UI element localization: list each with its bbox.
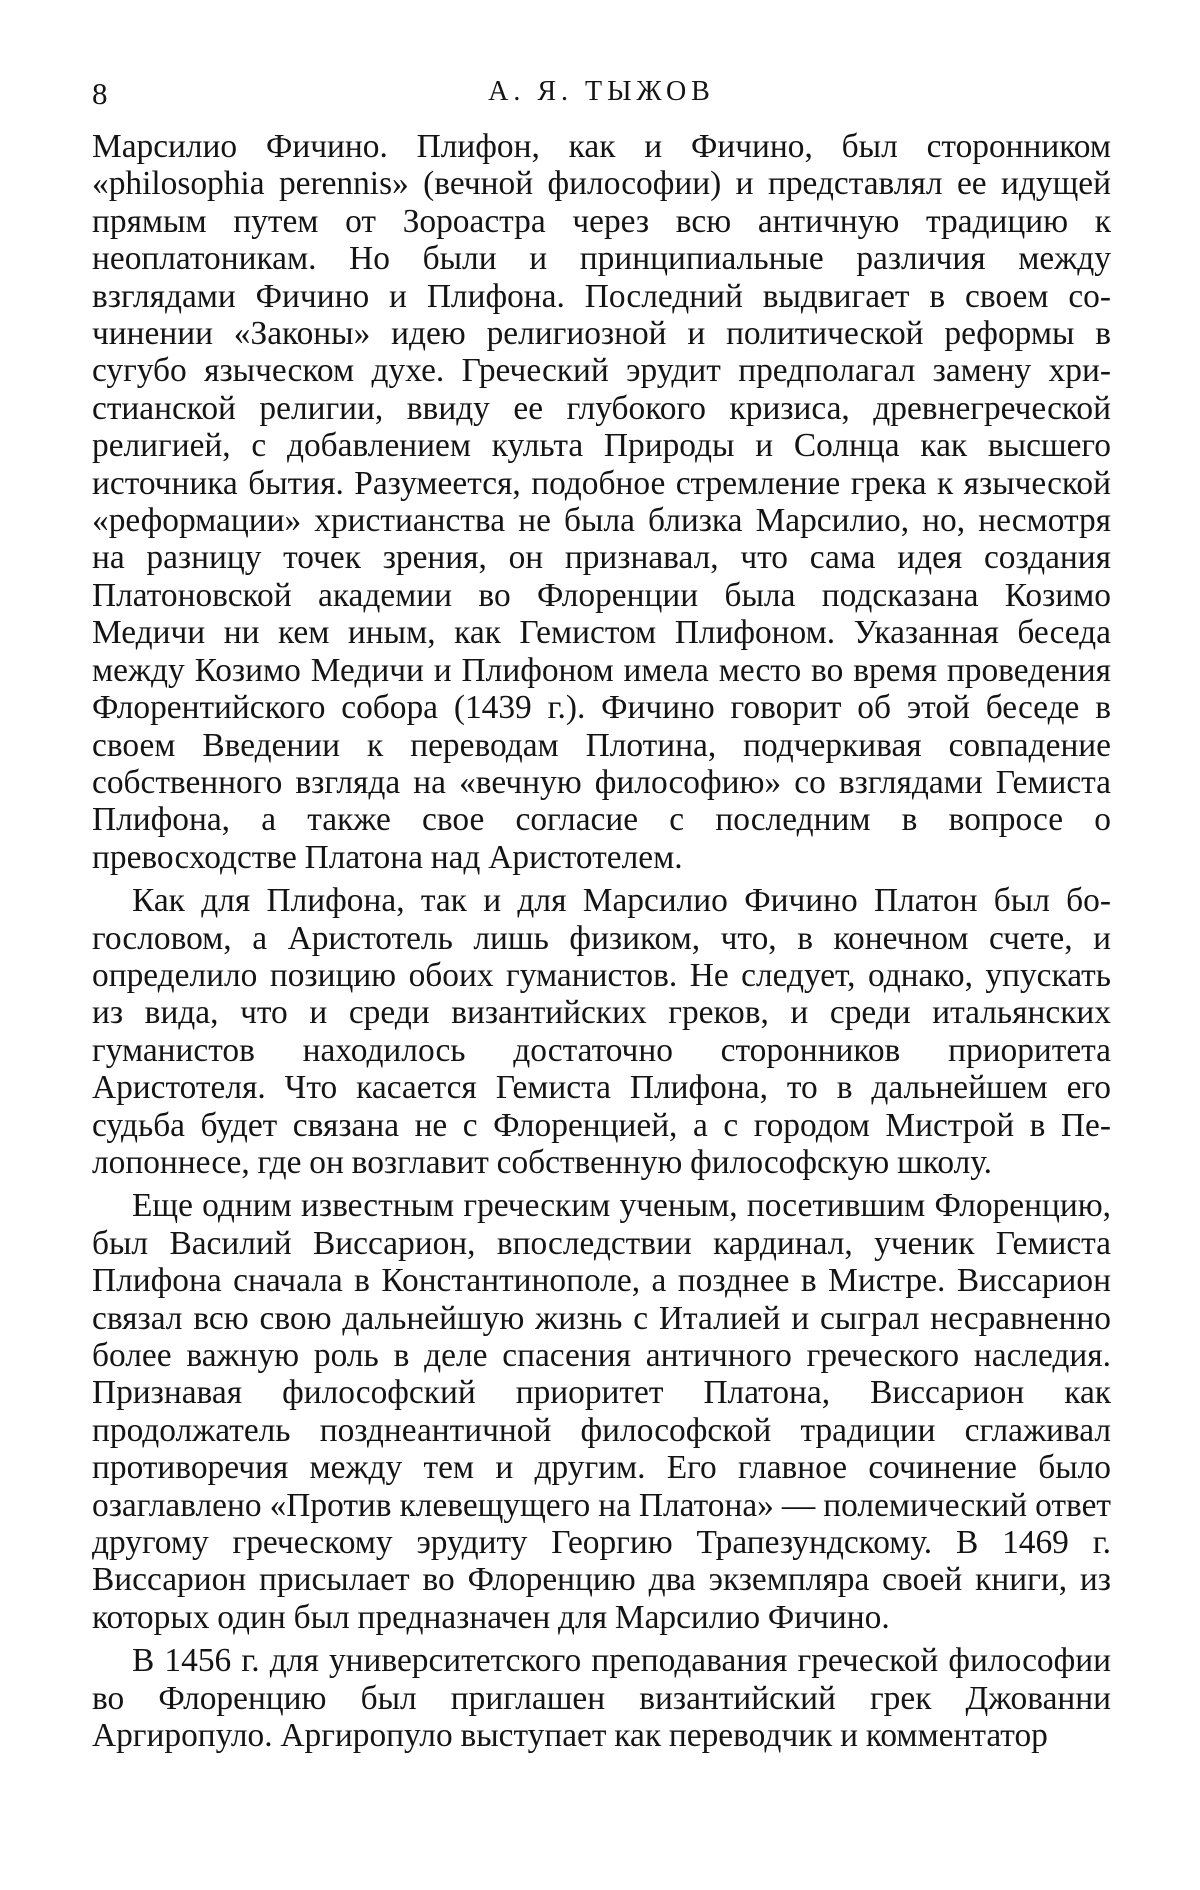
body-text	[92, 128, 1111, 1754]
paragraph-4: В 1456 г. для университетского преподавания греческой философии во Флоренцию был приглашен византийский грек Джованни Аргиропуло. Аргиропуло выступает как переводчик и комментатор	[92, 1642, 1111, 1755]
paragraph-2: Как для Плифона, так и для Марсилио Фичино Платон был богословом, а Аристотель лишь физиком, что, в конечном счете, и определило позицию обоих гуманистов. Не следует, однако, упускать из вида, что и среди византийских греков, и среди итальянских гуманистов находилось достаточно сторонников приоритета Аристотеля. Что касается Гемиста Плифона, то в дальнейшем его судьба будет связана не с Флоренцией, а с городом Мистрой в Пелопоннесе, где он возглавит собственную философскую школу.	[92, 882, 1111, 1181]
author-running-head: А. Я. ТЫЖОВ	[488, 76, 715, 107]
page-number: 8	[92, 76, 108, 111]
paragraph-3: Еще одним известным греческим ученым, посетившим Флоренцию, был Василий Виссарион, впоследствии кардинал, ученик Гемиста Плифона сначала в Константинополе, а позднее в Мистре. Виссарион связал всю свою дальнейшую жизнь с Италией и сыграл несравненно более важную роль в деле спасения античного греческого наследия. Признавая философский приоритет Платона, Виссарион как продолжатель позднеантичной философской традиции сглаживал противоречия между тем и другим. Его главное сочинение было озаглавлено «Против клевещущего на Платона» — полемический ответ другому греческому эрудиту Георгию Трапезундскому. В 1469 г. Виссарион присылает во Флоренцию два экземпляра своей книги, из которых один был предназначен для Марсилио Фичино.	[92, 1187, 1111, 1636]
paragraph-1: Марсилио Фичино. Плифон, как и Фичино, был сторонником «philosophia perennis» (вечной философии) и представлял ее идущей прямым путем от Зороастра через всю античную традицию к неоплатоникам. Но были и принципиальные различия между взглядами Фичино и Плифона. Последний выдвигает в своем сочинении «Законы» идею религиозной и политической реформы в сугубо языческом духе. Греческий эрудит предполагал замену христианской религии, ввиду ее глубокого кризиса, древнегреческой религией, с добавлением культа Природы и Солнца как высшего источника бытия. Разумеется, подобное стремление грека к языческой «реформации» христианства не была близка Марсилио, но, несмотря на разницу точек зрения, он признавал, что сама идея создания Платоновской академии во Флоренции была подсказана Козимо Медичи ни кем иным, как Гемистом Плифоном. Указанная беседа между Козимо Медичи и Плифоном имела место во время проведения Флорентийского собора (1439 г.). Фичино говорит об этой беседе в своем Введении к переводам Плотина, подчеркивая совпадение собственного взгляда на «вечную философию» со взглядами Гемиста Плифона, а также свое согласие с последним в вопросе о превосходстве Платона над Аристотелем.	[92, 128, 1111, 876]
running-head	[92, 76, 1111, 116]
